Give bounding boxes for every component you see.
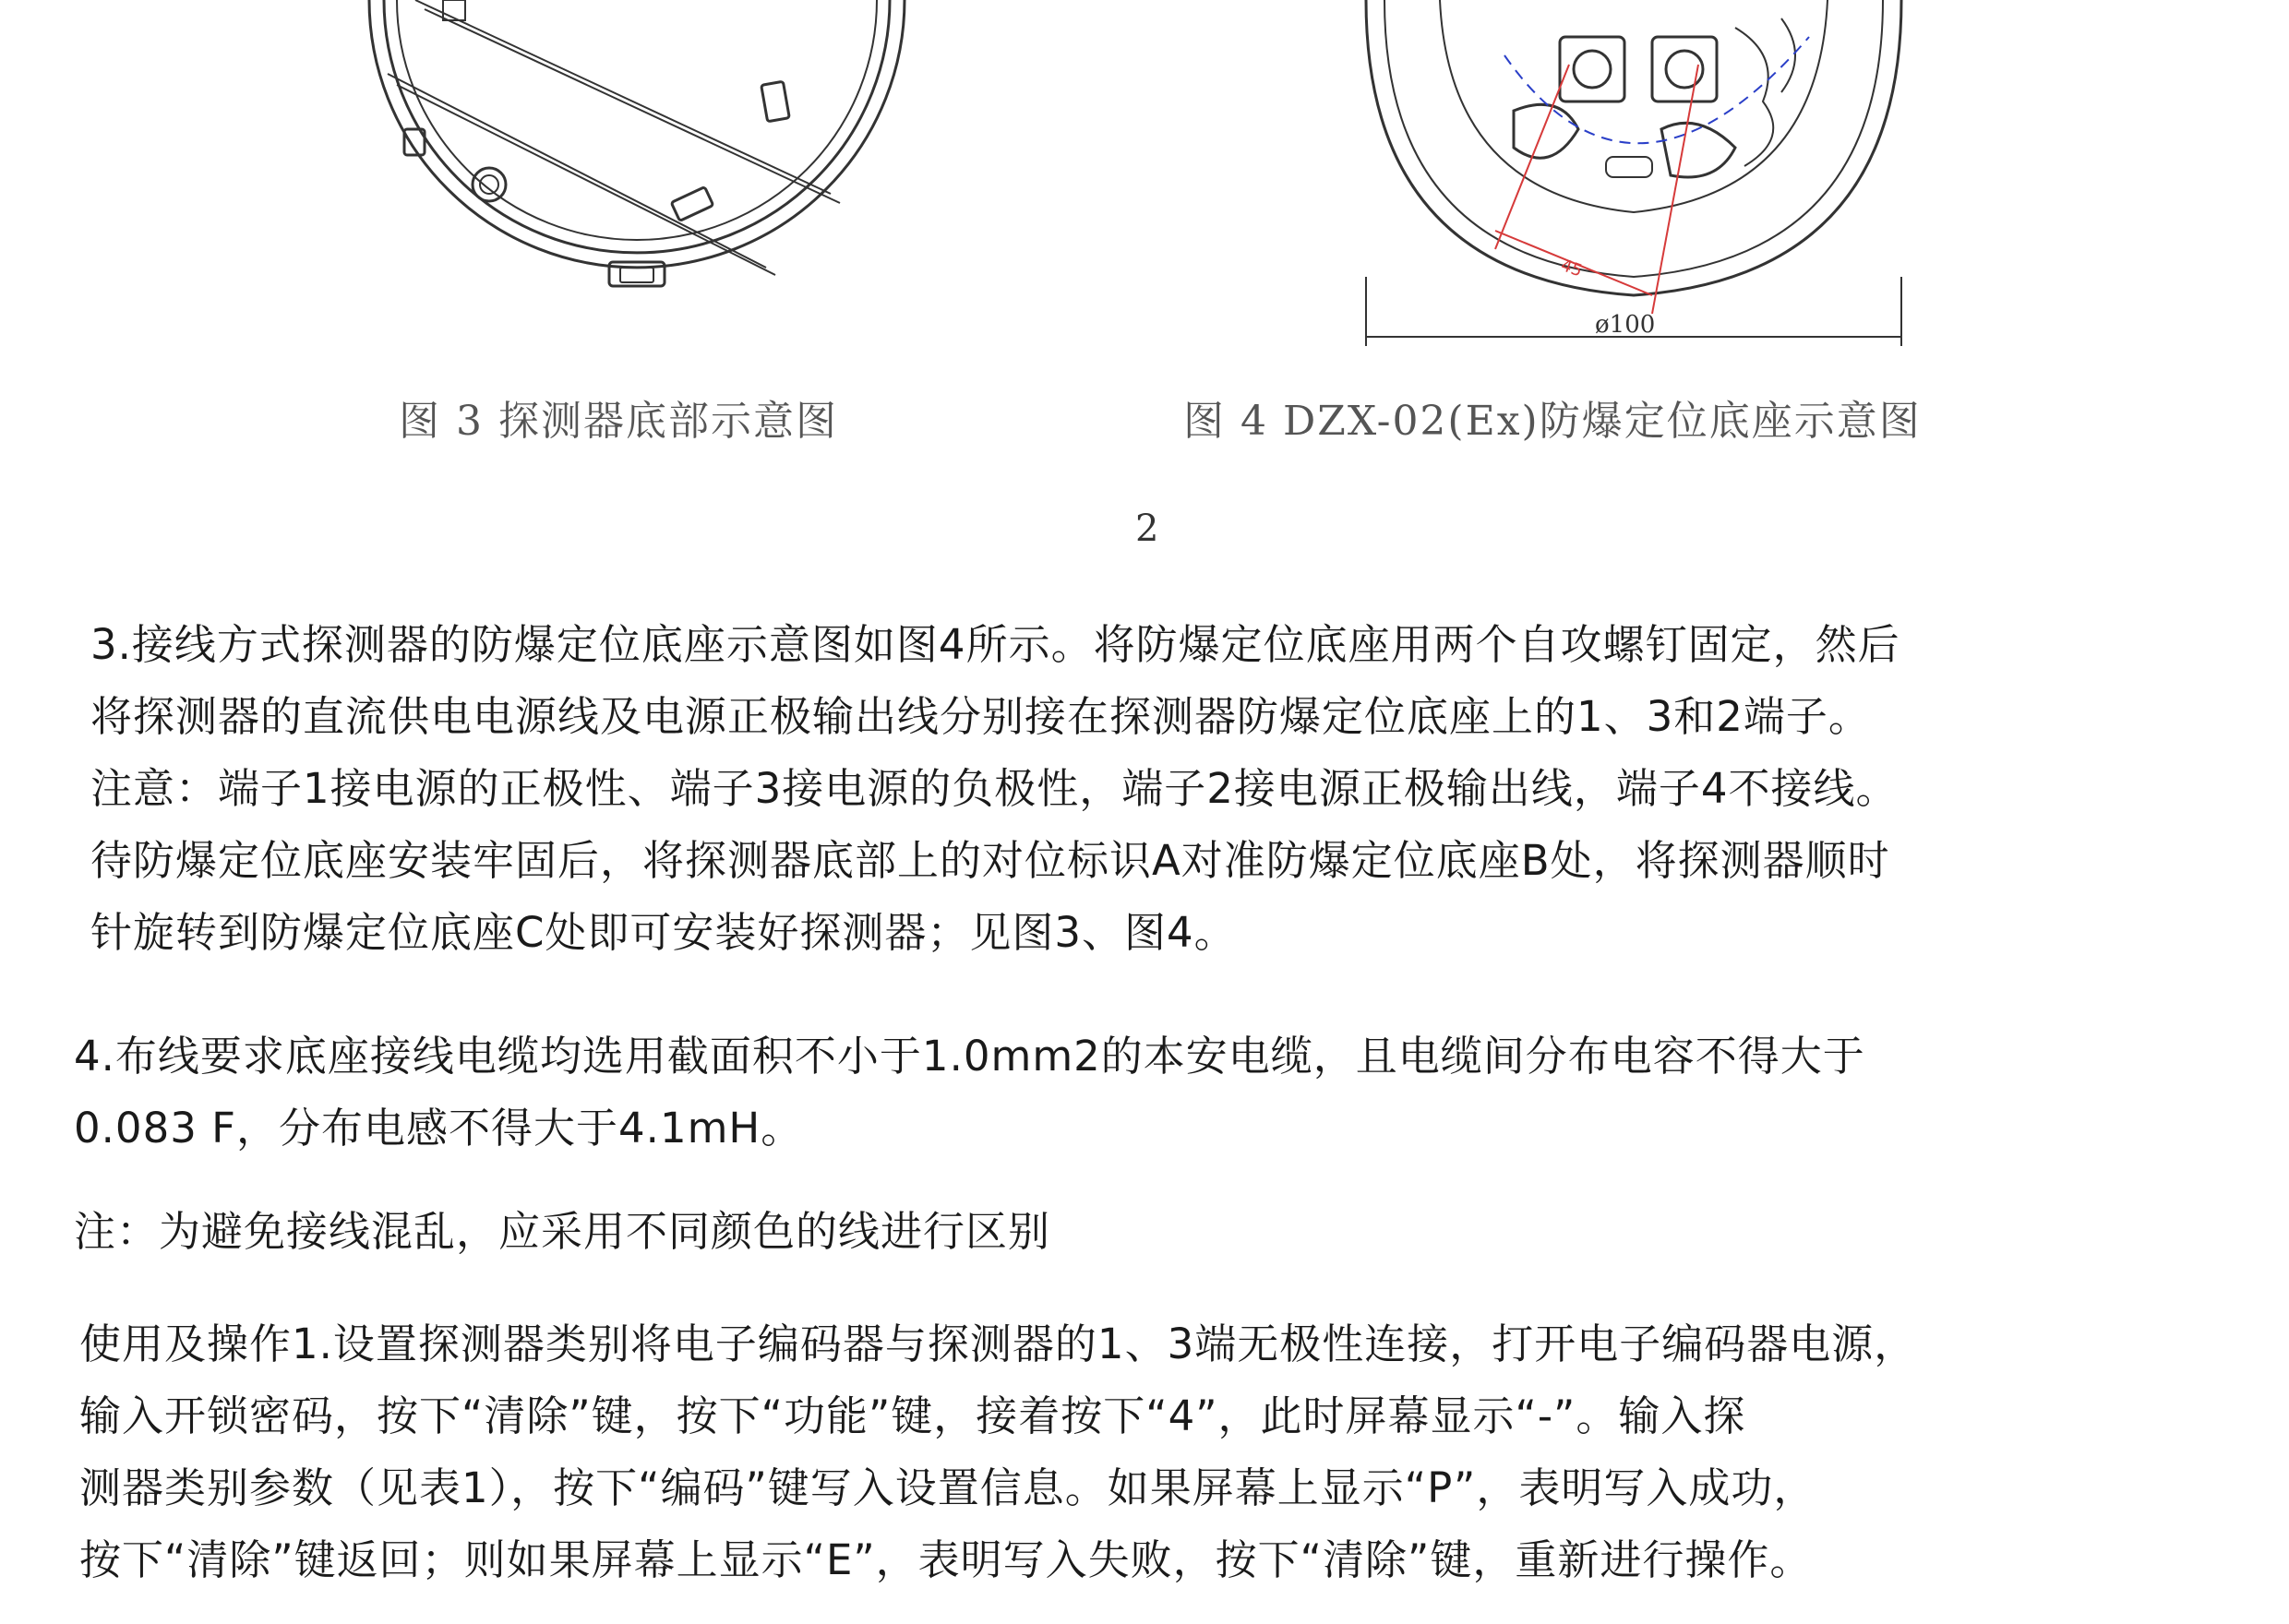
figure-3-detector-bottom-drawing [351,0,923,314]
text-line: 4.布线要求底座接线电缆均选用截面积不小于1.0mm2的本安电缆，且电缆间分布电容不得大于 [74,1032,1865,1081]
text-line: 将探测器的直流供电电源线及电源正极输出线分别接在探测器防爆定位底座上的1、3和2端子。 [90,692,1871,741]
paragraph-note [74,1196,1050,1268]
text-line: 注意：端子1接电源的正极性、端子3接电源的负极性，端子2接电源正极输出线，端子4不接线。 [90,764,1899,813]
figure-4-caption: 图 4 DZX-02(Ex)防爆定位底座示意图 [1183,398,1922,445]
text-line: 针旋转到防爆定位底座C处即可安装好探测器；见图3、图4。 [90,908,1237,957]
paragraph-wiring-requirements [74,1021,1865,1164]
paragraph-wiring-method [90,609,1900,969]
figure-3-caption: 图 3 探测器底部示意图 [399,398,838,445]
text-line: 0.083 F，分布电感不得大于4.1mH。 [74,1104,804,1152]
text-line: 使用及操作1.设置探测器类别将电子编码器与探测器的1、3端无极性连接，打开电子编码器电源， [79,1320,1917,1368]
text-line: 输入开锁密码，按下“清除”键，按下“功能”键，接着按下“4”，此时屏幕显示“-”。输入探 [79,1391,1746,1440]
page-number: 2 [1135,508,1159,550]
text-line: 待防爆定位底座安装牢固后，将探测器底部上的对位标识A对准防爆定位底座B处，将探测器顺时 [90,836,1890,885]
fig4-small-dimension-label: 45 [1558,255,1585,281]
text-line: 按下“清除”键返回；则如果屏幕上显示“E”，表明写入失败，按下“清除”键，重新进行操作。 [79,1535,1813,1584]
text-line: 3.接线方式探测器的防爆定位底座示意图如图4所示。将防爆定位底座用两个自攻螺钉固定，然后 [90,620,1900,669]
figure-4-explosion-proof-base-drawing [1348,0,1920,360]
text-line: 测器类别参数（见表1），按下“编码”键写入设置信息。如果屏幕上显示“P”，表明写入成功， [79,1463,1816,1512]
text-line: 注：为避免接线混乱，应采用不同颜色的线进行区别 [74,1207,1051,1256]
fig4-diameter-label: ø100 [1595,311,1656,339]
paragraph-usage-operation [79,1308,1916,1596]
